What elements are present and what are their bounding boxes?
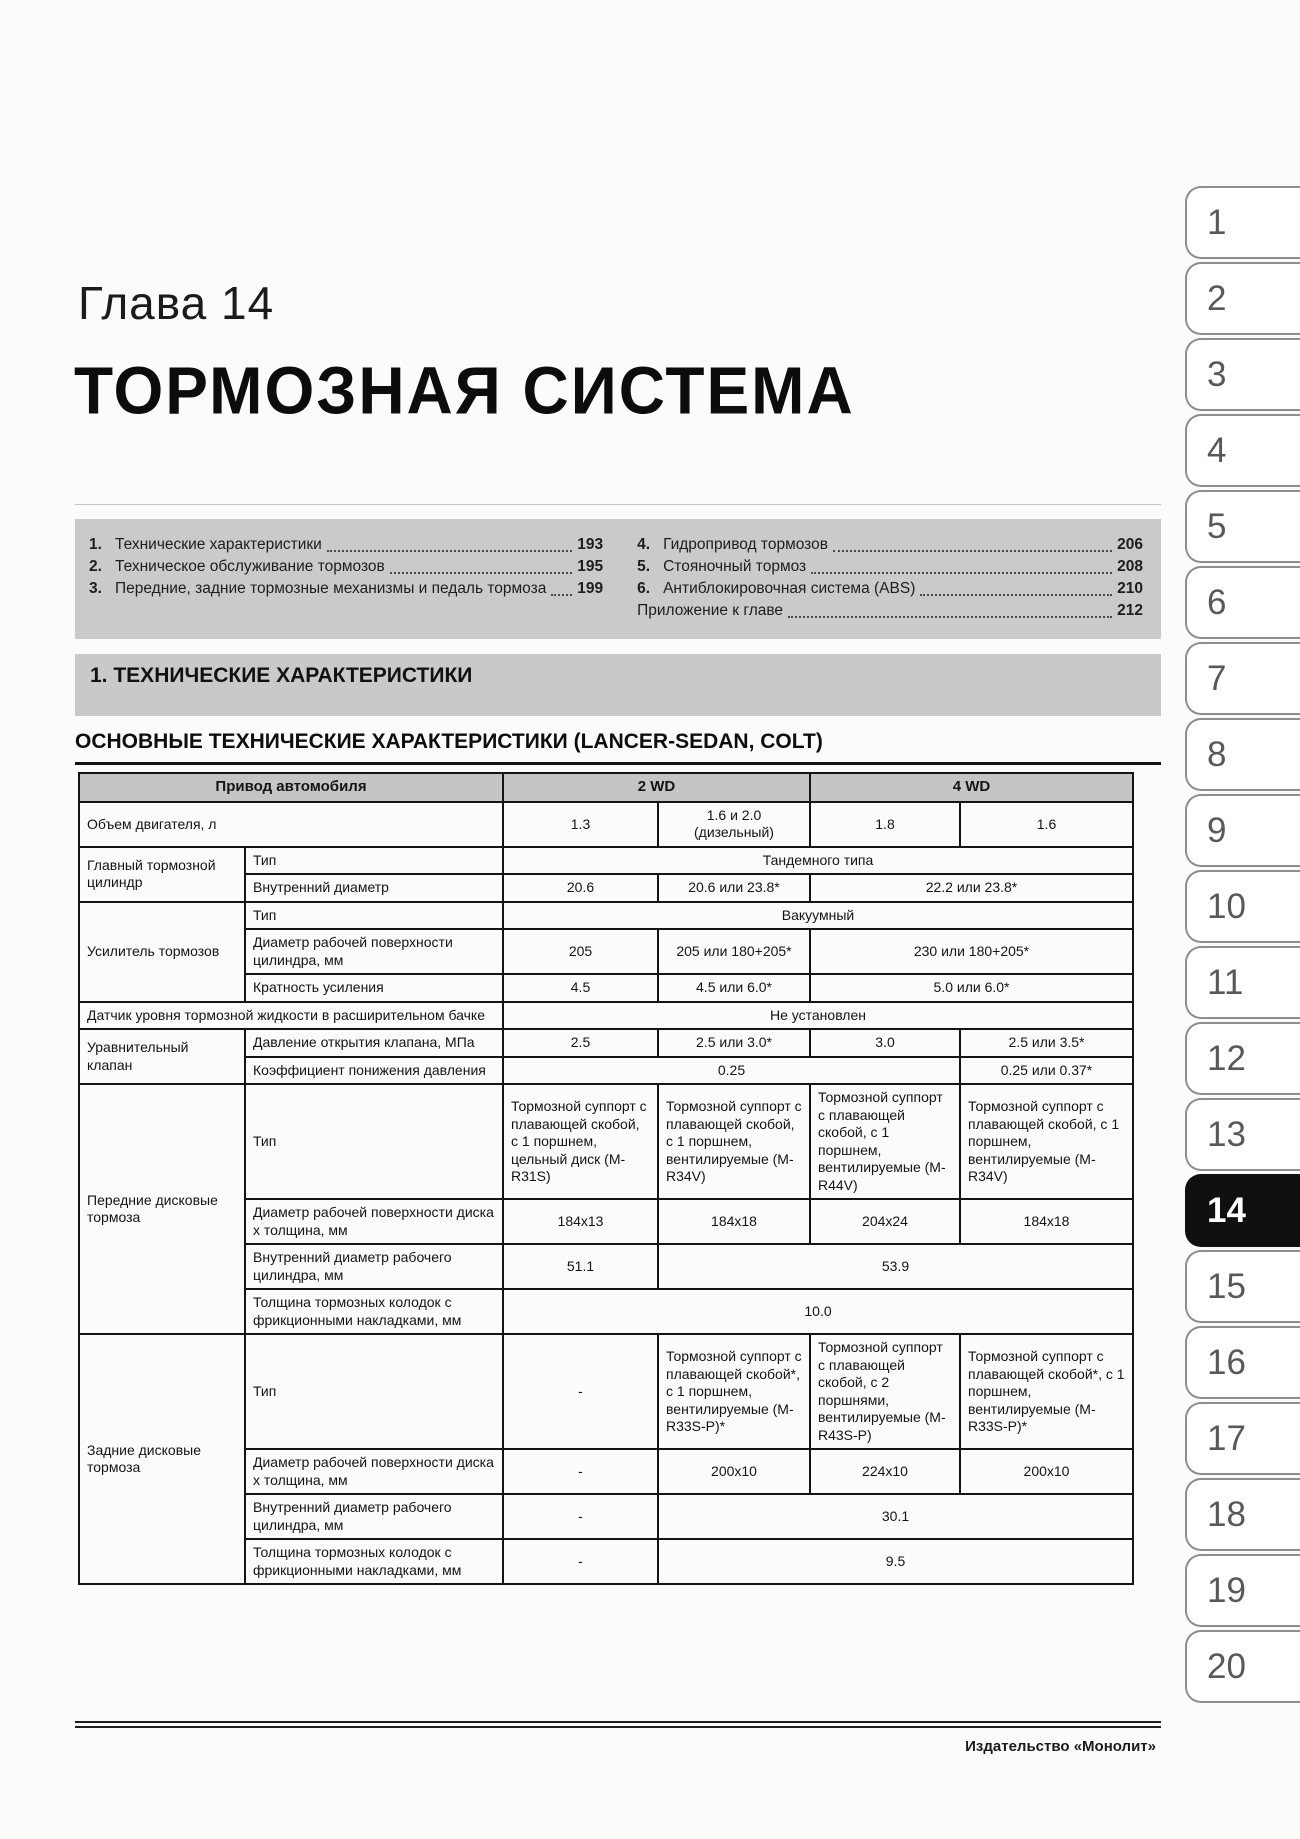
chapter-tab-17	[1185, 1402, 1300, 1475]
value-cell: 1.6 и 2.0 (дизельный)	[658, 802, 810, 847]
value-cell: -	[503, 1334, 658, 1449]
param-cell: Датчик уровня тормозной жидкости в расширительном бачке	[79, 1002, 503, 1030]
toc-item	[637, 556, 1143, 578]
toc-item	[89, 556, 603, 578]
chapter-label: Глава 14	[78, 277, 275, 329]
value-cell: 2.5 или 3.0*	[658, 1029, 810, 1057]
toc-item-label: Антиблокировочная система (ABS)	[663, 580, 916, 597]
param-cell: Коэффициент понижения давления	[245, 1057, 503, 1085]
param-cell: Кратность усиления	[245, 974, 503, 1002]
value-cell: 205 или 180+205*	[658, 929, 810, 974]
value-cell: -	[503, 1494, 658, 1539]
chapter-tab-10	[1185, 870, 1300, 943]
toc-leader-dots	[788, 616, 1112, 618]
value-cell: 230 или 180+205*	[810, 929, 1133, 974]
param-cell: Диаметр рабочей поверхности цилиндра, мм	[245, 929, 503, 974]
tab-number: 7	[1207, 658, 1227, 698]
toc-item	[89, 578, 603, 600]
tab-number: 3	[1207, 354, 1227, 394]
param-cell: Диаметр рабочей поверхности диска х толщина, мм	[245, 1199, 503, 1244]
tab-number: 2	[1207, 278, 1227, 318]
toc-item-page: 199	[577, 580, 604, 597]
toc-item-page: 206	[1117, 536, 1143, 553]
value-cell: 204x24	[810, 1199, 960, 1244]
chapter-tab-strip	[1185, 186, 1300, 1703]
chapter-tab-14	[1185, 1174, 1300, 1247]
value-cell: 10.0	[503, 1289, 1133, 1334]
param-cell: Внутренний диаметр рабочего цилиндра, мм	[245, 1494, 503, 1539]
header-cell: Привод автомобиля	[79, 773, 503, 802]
chapter-tab-2	[1185, 262, 1300, 335]
toc-item	[89, 534, 603, 556]
param-cell: Толщина тормозных колодок с фрикционными накладками, мм	[245, 1289, 503, 1334]
value-cell: 1.6	[960, 802, 1133, 847]
toc-leader-dots	[811, 572, 1112, 574]
param-cell: Толщина тормозных колодок с фрикционными накладками, мм	[245, 1539, 503, 1584]
value-cell: 20.6 или 23.8*	[658, 874, 810, 902]
tab-number: 4	[1207, 430, 1227, 470]
table-row	[79, 847, 1133, 875]
toc-leader-dots	[390, 572, 572, 574]
section-heading: 1. ТЕХНИЧЕСКИЕ ХАРАКТЕРИСТИКИ	[90, 664, 473, 687]
chapter-tab-5	[1185, 490, 1300, 563]
chapter-tab-16	[1185, 1326, 1300, 1399]
value-cell: 205	[503, 929, 658, 974]
value-cell: 1.3	[503, 802, 658, 847]
tab-number: 9	[1207, 810, 1227, 850]
subheading-rule	[75, 762, 1161, 765]
param-cell: Тип	[245, 1334, 503, 1449]
chapter-tab-18	[1185, 1478, 1300, 1551]
tab-number: 19	[1207, 1570, 1246, 1610]
tab-number: 16	[1207, 1342, 1246, 1382]
value-cell: Тормозной суппорт с плавающей скобой, с 1 поршнем, вентилируемые (M-R34V)	[658, 1084, 810, 1199]
toc-item-page: 195	[577, 558, 604, 575]
toc-item	[637, 534, 1143, 556]
tab-number: 17	[1207, 1418, 1246, 1458]
chapter-tab-7	[1185, 642, 1300, 715]
value-cell: 184x18	[658, 1199, 810, 1244]
tab-number: 18	[1207, 1494, 1246, 1534]
chapter-tab-9	[1185, 794, 1300, 867]
value-cell: Тормозной суппорт с плавающей скобой, с 1 поршнем, вентилируемые (M-R34V)	[960, 1084, 1133, 1199]
chapter-tab-1	[1185, 186, 1300, 259]
chapter-tab-6	[1185, 566, 1300, 639]
value-cell: 200x10	[960, 1449, 1133, 1494]
value-cell: 4.5	[503, 974, 658, 1002]
value-cell: Тормозной суппорт с плавающей скобой*, с 1 поршнем, вентилируемые (M-R33S-P)*	[658, 1334, 810, 1449]
tab-number: 20	[1207, 1646, 1246, 1686]
tab-number: 10	[1207, 886, 1246, 926]
header-cell: 4 WD	[810, 773, 1133, 802]
value-cell: 2.5	[503, 1029, 658, 1057]
toc-item-page: 210	[1117, 580, 1143, 597]
value-cell: Тормозной суппорт с плавающей скобой, с 1 поршнем, вентилируемые (M-R44V)	[810, 1084, 960, 1199]
toc-leader-dots	[920, 594, 1112, 596]
table-row	[79, 802, 1133, 847]
toc-item-label: Техническое обслуживание тормозов	[115, 558, 385, 575]
tab-number: 11	[1207, 962, 1244, 1002]
toc-item-label: Передние, задние тормозные механизмы и педаль тормоза	[115, 580, 547, 597]
toc-item-number: 6.	[637, 580, 651, 597]
chapter-tab-4	[1185, 414, 1300, 487]
group-cell: Передние дисковые тормоза	[79, 1084, 245, 1334]
chapter-tab-15	[1185, 1250, 1300, 1323]
header-cell: 2 WD	[503, 773, 810, 802]
value-cell: 0.25	[503, 1057, 960, 1085]
toc-top-rule	[75, 504, 1161, 505]
table-row	[79, 1084, 1133, 1199]
toc-item-number: 5.	[637, 558, 651, 575]
toc-item-page: 193	[577, 536, 604, 553]
tab-number: 15	[1207, 1266, 1246, 1306]
value-cell: 2.5 или 3.5*	[960, 1029, 1133, 1057]
toc-item-number: 3.	[89, 580, 102, 597]
table-row	[79, 1334, 1133, 1449]
param-cell: Тип	[245, 1084, 503, 1199]
value-cell: Тормозной суппорт с плавающей скобой*, с 1 поршнем, вентилируемые (M-R33S-P)*	[960, 1334, 1133, 1449]
spec-table	[78, 772, 1134, 1585]
section-header-bar	[75, 654, 1161, 716]
param-cell: Объем двигателя, л	[79, 802, 503, 847]
chapter-tab-8	[1185, 718, 1300, 791]
param-cell: Тип	[245, 902, 503, 930]
table-row	[79, 902, 1133, 930]
group-cell: Уравнительный клапан	[79, 1029, 245, 1084]
param-cell: Давление открытия клапана, МПа	[245, 1029, 503, 1057]
value-cell: 9.5	[658, 1539, 1133, 1584]
value-cell: Тандемного типа	[503, 847, 1133, 875]
value-cell: Вакуумный	[503, 902, 1133, 930]
chapter-tab-11	[1185, 946, 1300, 1019]
tab-number: 13	[1207, 1114, 1246, 1154]
tab-number: 5	[1207, 506, 1227, 546]
chapter-tab-3	[1185, 338, 1300, 411]
chapter-tab-13	[1185, 1098, 1300, 1171]
chapter-tab-19	[1185, 1554, 1300, 1627]
param-cell: Диаметр рабочей поверхности диска х толщина, мм	[245, 1449, 503, 1494]
toc-item-page: 208	[1117, 558, 1143, 575]
param-cell: Тип	[245, 847, 503, 875]
toc-column-left	[89, 534, 637, 639]
toc-leader-dots	[833, 550, 1112, 552]
toc-item-page: 212	[1117, 602, 1143, 619]
value-cell: 53.9	[658, 1244, 1133, 1289]
tab-number: 12	[1207, 1038, 1246, 1078]
group-cell: Задние дисковые тормоза	[79, 1334, 245, 1584]
value-cell: 5.0 или 6.0*	[810, 974, 1133, 1002]
toc-item-label: Стояночный тормоз	[663, 558, 807, 575]
footer-rule	[75, 1721, 1161, 1728]
toc-leader-dots	[327, 550, 572, 552]
value-cell: Не установлен	[503, 1002, 1133, 1030]
value-cell: 224x10	[810, 1449, 960, 1494]
value-cell: 30.1	[658, 1494, 1133, 1539]
table-row	[79, 1029, 1133, 1057]
value-cell: 3.0	[810, 1029, 960, 1057]
tab-number: 6	[1207, 582, 1227, 622]
toc-column-right	[637, 534, 1143, 639]
toc-box	[75, 519, 1161, 639]
toc-item	[637, 600, 1143, 622]
toc-leader-dots	[551, 594, 572, 596]
table-subheading: ОСНОВНЫЕ ТЕХНИЧЕСКИЕ ХАРАКТЕРИСТИКИ (LANCER-SEDAN, COLT)	[75, 730, 823, 753]
param-cell: Внутренний диаметр	[245, 874, 503, 902]
value-cell: Тормозной суппорт с плавающей скобой, с 1 поршнем, цельный диск (M-R31S)	[503, 1084, 658, 1199]
value-cell: 22.2 или 23.8*	[810, 874, 1133, 902]
page-title: ТОРМОЗНАЯ СИСТЕМА	[74, 353, 855, 428]
tab-number: 8	[1207, 734, 1227, 774]
value-cell: Тормозной суппорт с плавающей скобой, с 2 поршнями, вентилируемые (M-R43S-P)	[810, 1334, 960, 1449]
toc-item	[637, 578, 1143, 600]
tab-number: 1	[1207, 202, 1227, 242]
toc-item-label: Приложение к главе	[637, 602, 784, 619]
value-cell: 1.8	[810, 802, 960, 847]
group-cell: Главный тормозной цилиндр	[79, 847, 245, 902]
table-row	[79, 1002, 1133, 1030]
toc-item-number: 2.	[89, 558, 102, 575]
value-cell: 200x10	[658, 1449, 810, 1494]
value-cell: 184x13	[503, 1199, 658, 1244]
value-cell: 0.25 или 0.37*	[960, 1057, 1133, 1085]
value-cell: 4.5 или 6.0*	[658, 974, 810, 1002]
table-row	[79, 773, 1133, 802]
param-cell: Внутренний диаметр рабочего цилиндра, мм	[245, 1244, 503, 1289]
value-cell: 20.6	[503, 874, 658, 902]
toc-item-number: 4.	[637, 536, 651, 553]
value-cell: -	[503, 1449, 658, 1494]
chapter-tab-20	[1185, 1630, 1300, 1703]
toc-item-label: Технические характеристики	[115, 536, 322, 553]
toc-item-label: Гидропривод тормозов	[663, 536, 828, 553]
toc-item-number: 1.	[89, 536, 102, 553]
publisher-credit: Издательство «Монолит»	[965, 1738, 1156, 1755]
group-cell: Усилитель тормозов	[79, 902, 245, 1002]
tab-number: 14	[1207, 1190, 1246, 1230]
value-cell: -	[503, 1539, 658, 1584]
value-cell: 51.1	[503, 1244, 658, 1289]
chapter-tab-12	[1185, 1022, 1300, 1095]
value-cell: 184x18	[960, 1199, 1133, 1244]
